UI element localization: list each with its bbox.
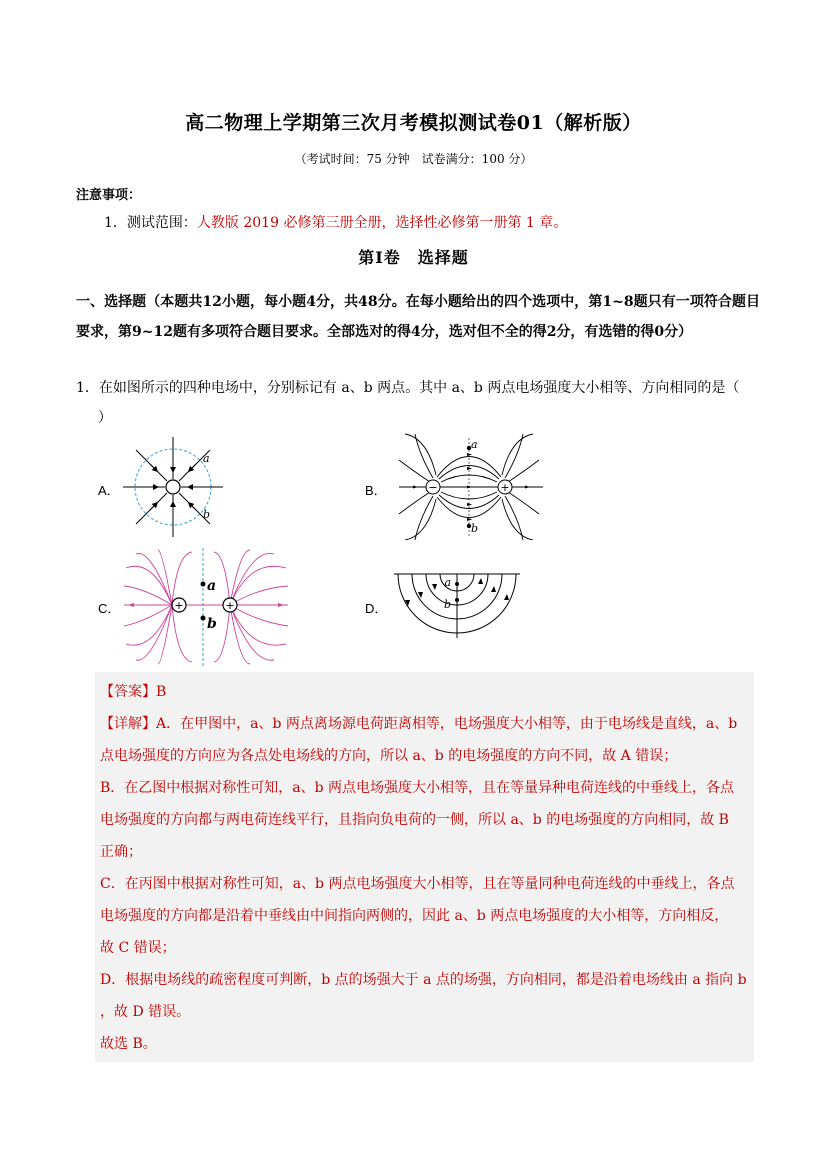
notice-item-text: 人教版 2019 必修第三册全册，选择性必修第一册第 1 章。 — [196, 215, 568, 231]
section-instructions: 一、选择题（本题共12小题，每小题4分，共48分。在每小题给出的四个选项中，第1~8题只有一项符合题目要求，第9~12题有多项符合题目要求。全部选对的得4分，选对但不全的得2分，有选错的得0分） — [76, 294, 760, 340]
detail-line: 电场强度的方向都与两电荷连线平行，且指向负电荷的一侧，所以 a、b 的电场强度的方向相同，故 B — [100, 812, 729, 828]
option-d-label: D． — [365, 601, 388, 616]
point-charge — [166, 480, 180, 494]
notice-item — [104, 212, 567, 232]
point-a-label: a — [207, 578, 217, 594]
detail-line: C．在丙图中根据对称性可知，a、b 两点电场强度大小相等，且在等量同种电荷连线的中垂线上，各点 — [100, 876, 735, 892]
notice-item-prefix: 1．测试范围： — [104, 215, 197, 231]
detail-line: 正确； — [100, 844, 142, 860]
detail-line: D．根据电场线的疏密程度可判断，b 点的场强大于 a 点的场强，方向相同，都是沿着电场线由 a 指向 b — [100, 972, 747, 988]
section-title: 第Ⅰ卷 选择题 — [358, 248, 469, 267]
answer-text — [100, 676, 750, 1060]
point-a-label: a — [203, 452, 210, 465]
exam-info: （考试时间：75 分钟 试卷满分：100 分） — [294, 152, 533, 166]
point-b-label: b — [203, 508, 211, 521]
option-d-figure — [394, 570, 520, 642]
detail-line: 故选 B。 — [100, 1036, 157, 1052]
answer-line: 【答案】B — [100, 684, 167, 700]
option-c-label: C． — [98, 601, 121, 616]
option-b-label: B． — [365, 483, 387, 498]
positive-sign: + — [500, 481, 510, 494]
page-title: 高二物理上学期第三次月考模拟测试卷01（解析版） — [185, 112, 642, 134]
positive-sign-right: + — [225, 599, 235, 612]
point-a-label: a — [471, 438, 478, 451]
option-a-label: A． — [98, 483, 120, 498]
question-1-stem — [76, 373, 760, 433]
detail-line: 电场强度的方向都是沿着中垂线由中间指向两侧的，因此 a、b 两点电场强度的大小相等，方向相反， — [100, 908, 729, 924]
question-1-line2: ） — [98, 410, 112, 426]
negative-sign: − — [428, 481, 438, 494]
notice-heading: 注意事项： — [76, 188, 142, 203]
point-b-label: b — [207, 616, 217, 632]
point-a-label: a — [444, 576, 451, 589]
detail-line: 【详解】A．在甲图中，a、b 两点离场源电荷距离相等，电场强度大小相等，由于电场线是直线，a、b — [100, 716, 738, 732]
detail-line: B．在乙图中根据对称性可知，a、b 两点电场强度大小相等，且在等量异种电荷连线的中垂线上，各点 — [100, 780, 735, 796]
detail-line: ，故 D 错误。 — [100, 1004, 191, 1020]
option-c-figure — [122, 548, 290, 666]
point-b-label: b — [471, 522, 479, 535]
positive-sign-left: + — [174, 599, 184, 612]
option-b-figure — [397, 430, 547, 540]
detail-line: 故 C 错误； — [100, 940, 176, 956]
point-b-label: b — [443, 598, 451, 611]
question-1-line1: 1．在如图所示的四种电场中，分别标记有 a、b 两点。其中 a、b 两点电场强度大小相等、方向相同的是（ — [76, 380, 740, 396]
detail-line: 点电场强度的方向应为各点处电场线的方向，所以 a、b 的电场强度的方向不同，故 A 错误； — [100, 748, 678, 764]
option-a-figure — [118, 432, 228, 542]
